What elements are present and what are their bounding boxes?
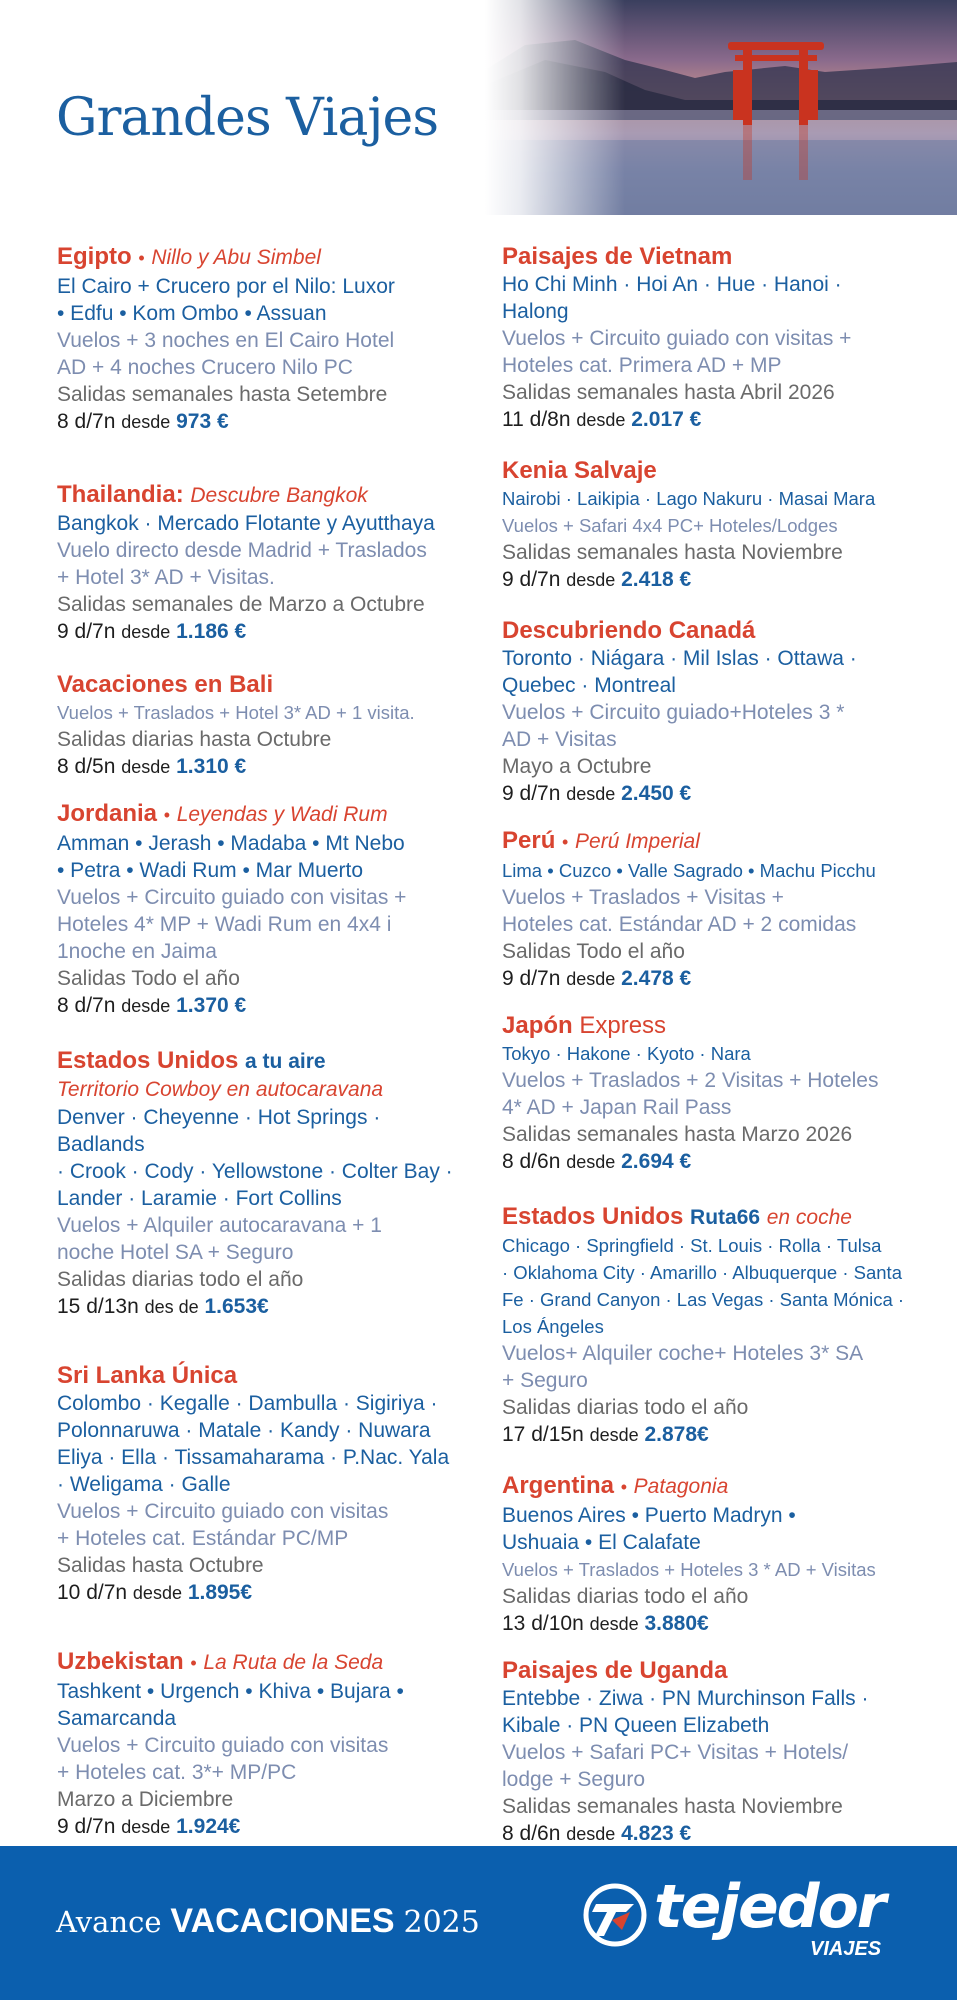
- trip-price: 973 €: [176, 410, 229, 433]
- trip-duration: 10 d/7n: [57, 1581, 128, 1604]
- trip-header: [502, 456, 917, 485]
- trip-subtitle: a tu aire: [245, 1050, 326, 1073]
- trip-price: 4.823 €: [621, 1822, 692, 1845]
- trip-header: [502, 242, 917, 271]
- trip-departures: Salidas semanales hasta Noviembre: [502, 1795, 843, 1818]
- trip-header: Jordania • Leyendas y Wadi Rum: [57, 800, 388, 827]
- trip-duration: 11 d/8n: [502, 408, 571, 431]
- trip-header: Perú • Perú Imperial: [502, 827, 700, 854]
- trip-package: Vuelos + Alquiler autocaravana + 1: [57, 1214, 382, 1237]
- trip-estados-unidos-cowboy[interactable]: [57, 1046, 467, 1321]
- trip-package: Vuelos + Circuito guiado+Hoteles 3 *: [502, 701, 845, 724]
- trip-duration: 8 d/6n: [502, 1150, 561, 1173]
- trip-header: [502, 1011, 917, 1040]
- trip-route: Denver · Cheyenne · Hot Springs · Badlands: [57, 1106, 381, 1156]
- trip-header: [57, 1046, 467, 1076]
- trip-country: Paisajes de Vietnam: [502, 243, 733, 270]
- trip-price-line: [57, 408, 467, 436]
- trip-duration: 13 d/10n: [502, 1612, 584, 1635]
- trip-price-line: [502, 1421, 917, 1449]
- trip-route: Eliya · Ella · Tissamaharama · P.Nac. Yala: [57, 1446, 450, 1469]
- trip-price-line: [57, 1293, 467, 1321]
- trip-price: 2.694 €: [621, 1150, 692, 1173]
- tagline-word-vacaciones: VACACIONES: [170, 1902, 395, 1940]
- trip-argentina[interactable]: [502, 1471, 917, 1638]
- trip-route: Los Ángeles: [502, 1316, 604, 1337]
- trip-country: Estados Unidos: [502, 1203, 684, 1230]
- hero-image-torii-gate: [485, 0, 957, 215]
- trip-country: Descubriendo Canadá: [502, 617, 756, 644]
- trip-package: Vuelos + Circuito guiado con visitas: [57, 1500, 389, 1523]
- trip-route: Tashkent • Urgench • Khiva • Bujara •: [57, 1680, 404, 1703]
- hero-fade: [485, 0, 625, 215]
- trip-estados-unidos-ruta66[interactable]: [502, 1202, 917, 1449]
- trip-package: Vuelos + Circuito guiado con visitas +: [502, 327, 852, 350]
- trip-header: Argentina • Patagonia: [502, 1472, 729, 1499]
- trip-canada[interactable]: [502, 616, 917, 808]
- trip-package: + Hoteles cat. 3*+ MP/PC: [57, 1761, 297, 1784]
- trip-price: 3.880€: [644, 1612, 709, 1635]
- brand-sub: VIAJES: [810, 1938, 882, 1960]
- trip-package: 1noche en Jaima: [57, 940, 217, 963]
- trip-price: 1.370 €: [176, 994, 247, 1017]
- trip-price-line: [57, 992, 467, 1020]
- trip-price: 2.017 €: [631, 408, 702, 431]
- trip-desde: desde: [121, 1817, 171, 1837]
- trip-country: Vacaciones en Bali: [57, 671, 274, 698]
- trip-peru[interactable]: [502, 826, 917, 993]
- trip-country: Uzbekistan: [57, 1648, 184, 1675]
- trip-package: Hoteles 4* MP + Wadi Rum en 4x4 i: [57, 913, 392, 936]
- trip-route: · Oklahoma City · Amarillo · Albuquerque · Santa: [502, 1262, 902, 1283]
- trip-subtitle: Descubre Bangkok: [190, 484, 368, 507]
- trip-price: 1.924€: [176, 1815, 241, 1838]
- trip-desde: desde: [566, 969, 616, 989]
- trip-package: Vuelos + Traslados + Visitas +: [502, 886, 784, 909]
- trip-subtitle: La Ruta de la Seda: [203, 1651, 384, 1674]
- trip-country: Thailandia:: [57, 481, 184, 508]
- trip-package: Vuelos + 3 noches en El Cairo Hotel: [57, 329, 395, 352]
- trip-desde: desde: [132, 1583, 182, 1603]
- footer-banner: [0, 1846, 957, 2000]
- trip-subtitle: Express: [579, 1012, 667, 1039]
- trip-route: • Edfu • Kom Ombo • Assuan: [57, 302, 327, 325]
- trip-header: [57, 1361, 467, 1390]
- trip-price-line: [502, 1610, 917, 1638]
- trip-route: Tokyo · Hakone · Kyoto · Nara: [502, 1043, 751, 1064]
- tagline-word-avance: Avance: [56, 1905, 162, 1939]
- trip-departures: Salidas semanales hasta Marzo 2026: [502, 1123, 853, 1146]
- trip-route: Amman • Jerash • Madaba • Mt Nebo: [57, 832, 405, 855]
- trip-subtitle: en coche: [766, 1206, 852, 1229]
- trip-desde: desde: [566, 1824, 616, 1844]
- left-column: [57, 242, 467, 1841]
- trip-package: Vuelos + Traslados + 2 Visitas + Hoteles: [502, 1069, 879, 1092]
- trip-desde: desde: [566, 570, 616, 590]
- trip-duration: 8 d/7n: [57, 410, 116, 433]
- trip-duration: 9 d/7n: [502, 967, 561, 990]
- trip-departures: Salidas Todo el año: [57, 967, 240, 990]
- trip-uzbekistan[interactable]: [57, 1647, 467, 1841]
- trip-route: Fe · Grand Canyon · Las Vegas · Santa Mónica ·: [502, 1289, 905, 1310]
- trip-route: Lander · Laramie · Fort Collins: [57, 1187, 342, 1210]
- trip-desde: desde: [566, 784, 616, 804]
- trip-route: · Crook · Cody · Yellowstone · Colter Bay ·: [57, 1160, 453, 1183]
- trip-package: Vuelos + Traslados + Hoteles 3 * AD + Visitas: [502, 1559, 876, 1580]
- trip-package: Hoteles cat. Estándar AD + 2 comidas: [502, 913, 857, 936]
- trip-price: 2.418 €: [621, 568, 692, 591]
- trip-package: Vuelos + Traslados + Hotel 3* AD + 1 visita.: [57, 702, 415, 723]
- trip-route: Samarcanda: [57, 1707, 177, 1730]
- trip-header: Uzbekistan • La Ruta de la Seda: [57, 1648, 384, 1675]
- trip-duration: 15 d/13n: [57, 1295, 139, 1318]
- trip-route: Buenos Aires • Puerto Madryn •: [502, 1504, 796, 1527]
- right-column: [502, 242, 917, 1848]
- trip-package: 4* AD + Japan Rail Pass: [502, 1096, 732, 1119]
- trip-departures: Salidas semanales hasta Setembre: [57, 383, 388, 406]
- trip-departures: Salidas hasta Octubre: [57, 1554, 264, 1577]
- trip-desde: desde: [566, 1152, 616, 1172]
- trip-subtitle: Nillo y Abu Simbel: [151, 246, 321, 269]
- trip-package: + Hotel 3* AD + Visitas.: [57, 566, 275, 589]
- trip-header: [502, 616, 917, 645]
- trip-header: Egipto • Nillo y Abu Simbel: [57, 243, 321, 270]
- trip-route: Quebec · Montreal: [502, 674, 676, 697]
- trip-desde: desde: [589, 1614, 639, 1634]
- trip-route: El Cairo + Crucero por el Nilo: Luxor: [57, 275, 395, 298]
- trip-egipto[interactable]: [57, 242, 467, 436]
- trip-route: • Petra • Wadi Rum • Mar Muerto: [57, 859, 364, 882]
- trip-price: 2.478 €: [621, 967, 692, 990]
- trip-desde: des de: [144, 1297, 199, 1317]
- trip-package: noche Hotel SA + Seguro: [57, 1241, 294, 1264]
- trip-price-line: [502, 1820, 917, 1848]
- trip-country: Kenia Salvaje: [502, 457, 657, 484]
- trip-desde: desde: [589, 1425, 639, 1445]
- trip-price-line: [57, 753, 467, 781]
- trip-country: Argentina: [502, 1472, 615, 1499]
- trip-route: Nairobi · Laikipia · Lago Nakuru · Masai Mara: [502, 488, 876, 509]
- trip-package: + Seguro: [502, 1369, 588, 1392]
- trip-vietnam[interactable]: [502, 242, 917, 434]
- trip-country: Sri Lanka Única: [57, 1362, 238, 1389]
- trip-uganda[interactable]: [502, 1656, 917, 1848]
- trip-route: Bangkok · Mercado Flotante y Ayutthaya: [57, 512, 435, 535]
- trip-desde: desde: [576, 410, 626, 430]
- trip-package: AD + 4 noches Crucero Nilo PC: [57, 356, 353, 379]
- brand-name: tejedor: [654, 1872, 885, 1942]
- trip-header: [502, 1656, 917, 1685]
- trip-price-line: [502, 406, 917, 434]
- trip-duration: 8 d/6n: [502, 1822, 561, 1845]
- trip-duration: 17 d/15n: [502, 1423, 584, 1446]
- trip-departures: Salidas Todo el año: [502, 940, 685, 963]
- trip-departures: Marzo a Diciembre: [57, 1788, 234, 1811]
- trip-duration: 9 d/7n: [57, 620, 116, 643]
- trip-country: Perú: [502, 827, 556, 854]
- trip-price-line: [502, 780, 917, 808]
- trip-country: Paisajes de Uganda: [502, 1657, 728, 1684]
- trip-package: Hoteles cat. Primera AD + MP: [502, 354, 782, 377]
- trip-kenia[interactable]: [502, 456, 917, 594]
- trip-route: Toronto · Niágara · Mil Islas · Ottawa ·: [502, 647, 857, 670]
- trip-departures: Salidas diarias todo el año: [502, 1396, 749, 1419]
- trip-route: Lima • Cuzco • Valle Sagrado • Machu Picchu: [502, 860, 876, 881]
- trip-departures: Mayo a Octubre: [502, 755, 652, 778]
- trip-route: Ushuaia • El Calafate: [502, 1531, 701, 1554]
- trip-header: [57, 480, 467, 510]
- trip-package: lodge + Seguro: [502, 1768, 646, 1791]
- footer-tagline: [56, 1902, 480, 1941]
- trip-price-line: [57, 1813, 467, 1841]
- trip-route: Chicago · Springfield · St. Louis · Rolla · Tulsa: [502, 1235, 882, 1256]
- trip-package: AD + Visitas: [502, 728, 617, 751]
- trip-route: · Weligama · Galle: [57, 1473, 231, 1496]
- tagline-word-year: 2025: [403, 1905, 480, 1940]
- trip-duration: 8 d/5n: [57, 755, 116, 778]
- trip-header: [57, 670, 467, 699]
- trip-desde: desde: [121, 996, 171, 1016]
- trip-departures: Salidas diarias todo el año: [502, 1585, 749, 1608]
- trip-departures: Salidas diarias todo el año: [57, 1268, 304, 1291]
- trip-subtitle-blue: Ruta66: [690, 1206, 761, 1229]
- trip-subtitle-line: Territorio Cowboy en autocaravana: [57, 1078, 384, 1101]
- page-title: Grandes Viajes: [56, 88, 439, 148]
- trip-package: Vuelos + Safari PC+ Visitas + Hotels/: [502, 1741, 849, 1764]
- trip-subtitle: Patagonia: [633, 1475, 729, 1498]
- trip-price: 2.450 €: [621, 782, 692, 805]
- trip-duration: 9 d/7n: [57, 1815, 116, 1838]
- trip-route: Ho Chi Minh · Hoi An · Hue · Hanoi ·: [502, 273, 842, 296]
- trip-price-line: [502, 1148, 917, 1176]
- trip-departures: Salidas diarias hasta Octubre: [57, 728, 332, 751]
- trip-departures: Salidas semanales hasta Abril 2026: [502, 381, 835, 404]
- trip-package: Vuelos + Circuito guiado con visitas +: [57, 886, 407, 909]
- trip-package: Vuelos + Safari 4x4 PC+ Hoteles/Lodges: [502, 515, 838, 536]
- trip-header: [502, 1202, 917, 1232]
- trip-package: Vuelos + Circuito guiado con visitas: [57, 1734, 389, 1757]
- trip-package: Vuelo directo desde Madrid + Traslados: [57, 539, 427, 562]
- trip-price: 1.186 €: [176, 620, 247, 643]
- trip-route: Kibale · PN Queen Elizabeth: [502, 1714, 770, 1737]
- trip-country: Egipto: [57, 243, 132, 270]
- trip-subtitle: Leyendas y Wadi Rum: [176, 803, 388, 826]
- trip-country: Jordania: [57, 800, 158, 827]
- trip-country: Japón: [502, 1012, 573, 1039]
- trip-price-line: [502, 965, 917, 993]
- trip-route: Entebbe · Ziwa · PN Murchinson Falls ·: [502, 1687, 869, 1710]
- trip-desde: desde: [121, 622, 171, 642]
- trip-country: Estados Unidos: [57, 1047, 239, 1074]
- trip-route: Halong: [502, 300, 569, 323]
- trip-departures: Salidas semanales de Marzo a Octubre: [57, 593, 425, 616]
- trip-duration: 8 d/7n: [57, 994, 116, 1017]
- trip-departures: Salidas semanales hasta Noviembre: [502, 541, 843, 564]
- trip-price-line: [57, 1579, 467, 1607]
- trip-japon[interactable]: [502, 1011, 917, 1176]
- trip-duration: 9 d/7n: [502, 782, 561, 805]
- tejedor-logo[interactable]: [582, 1872, 902, 1978]
- trip-package: Vuelos+ Alquiler coche+ Hoteles 3* SA: [502, 1342, 864, 1365]
- trip-price: 1.653€: [204, 1295, 269, 1318]
- trip-route: Colombo · Kegalle · Dambulla · Sigiriya ·: [57, 1392, 438, 1415]
- trip-bali[interactable]: [57, 670, 467, 781]
- trip-route: Polonnaruwa · Matale · Kandy · Nuwara: [57, 1419, 431, 1442]
- trip-duration: 9 d/7n: [502, 568, 561, 591]
- trip-sri-lanka[interactable]: [57, 1361, 467, 1607]
- trip-desde: desde: [121, 412, 171, 432]
- tejedor-emblem-icon: [582, 1882, 648, 1948]
- trip-package: + Hoteles cat. Estándar PC/MP: [57, 1527, 349, 1550]
- trip-price: 1.895€: [187, 1581, 253, 1604]
- trip-price: 2.878€: [644, 1423, 709, 1446]
- trip-jordania[interactable]: [57, 799, 467, 1020]
- trip-desde: desde: [121, 757, 171, 777]
- trip-price-line: [502, 566, 917, 594]
- trip-thailandia[interactable]: [57, 480, 467, 646]
- trip-subtitle: Perú Imperial: [575, 830, 700, 853]
- trip-price-line: [57, 618, 467, 646]
- trip-price: 1.310 €: [176, 755, 247, 778]
